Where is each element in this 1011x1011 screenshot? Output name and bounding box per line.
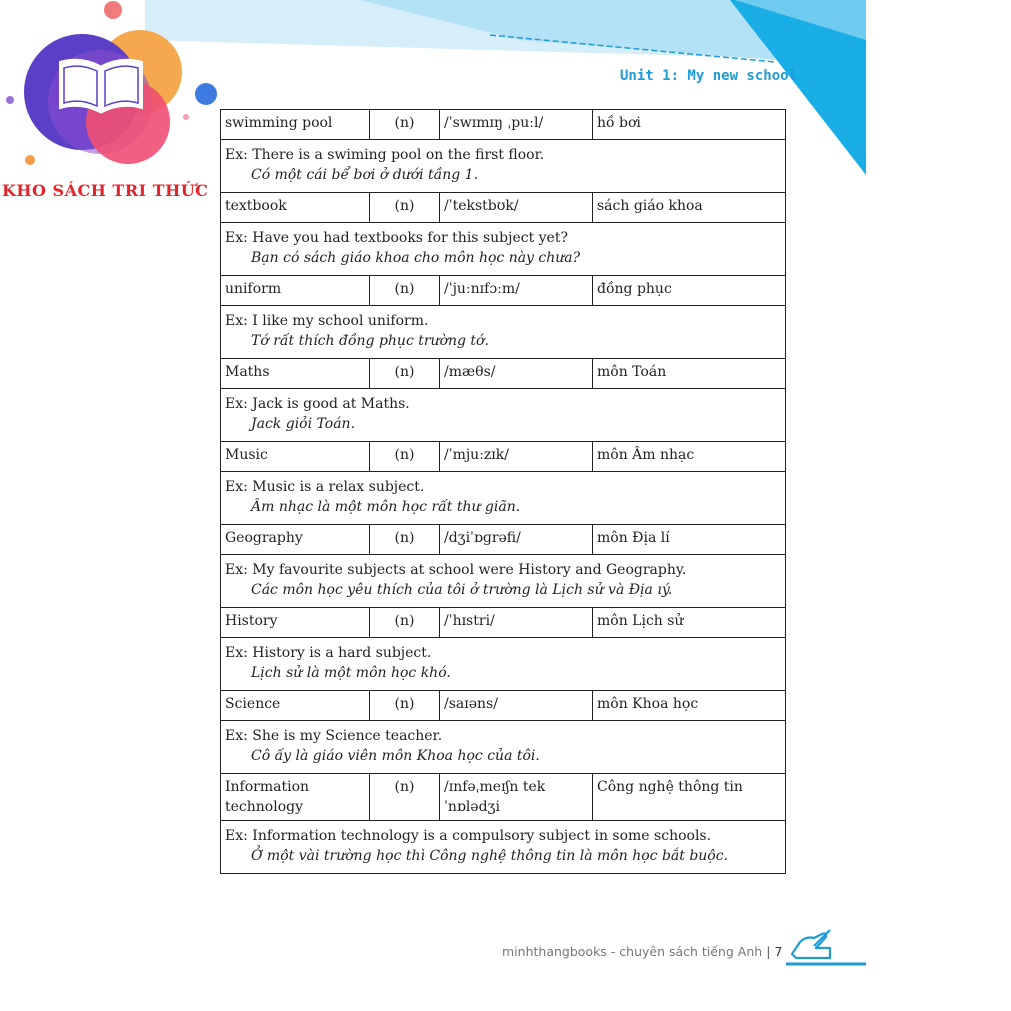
example-vietnamese: Các môn học yêu thích của tôi ở trường là Lịch sử và Địa ıý. xyxy=(251,582,673,598)
example-english: Ex: History is a hard subject. xyxy=(225,645,432,661)
vocab-word: History xyxy=(221,608,370,638)
vocab-word: textbook xyxy=(221,193,370,223)
logo-graphic xyxy=(0,0,225,180)
vocab-word: Music xyxy=(221,442,370,472)
part-of-speech: (n) xyxy=(370,608,440,638)
meaning: môn Địa lí xyxy=(593,525,786,555)
meaning: Công nghệ thông tin xyxy=(593,774,786,821)
table-row xyxy=(221,525,786,555)
logo xyxy=(0,0,225,205)
page-number: 7 xyxy=(774,944,783,959)
meaning: môn Toán xyxy=(593,359,786,389)
meaning: hồ bơi xyxy=(593,110,786,140)
example-english: Ex: There is a swiming pool on the first floor. xyxy=(225,147,545,163)
vocab-word: swimming pool xyxy=(221,110,370,140)
logo-text: KHO SÁCH TRI THỨC xyxy=(2,181,209,200)
example-row xyxy=(221,223,786,276)
example-vietnamese: Jack giỏi Toán. xyxy=(251,416,356,432)
table-row xyxy=(221,691,786,721)
table-row xyxy=(221,276,786,306)
page-footer xyxy=(502,944,782,959)
example-english: Ex: Jack is good at Maths. xyxy=(225,396,410,412)
footer-separator: | xyxy=(766,944,771,959)
meaning: sách giáo khoa xyxy=(593,193,786,223)
pronunciation: /ˈtekstbʊk/ xyxy=(440,193,593,223)
meaning: đồng phục xyxy=(593,276,786,306)
vocab-word: Maths xyxy=(221,359,370,389)
example-cell xyxy=(221,638,786,691)
meaning: môn Lịch sử xyxy=(593,608,786,638)
vocab-word: uniform xyxy=(221,276,370,306)
pronunciation: /ˈhɪstri/ xyxy=(440,608,593,638)
pronunciation: /ɪnfəˌmeɪʃn tekˈnɒlədʒi xyxy=(440,774,593,821)
example-cell xyxy=(221,223,786,276)
example-english: Ex: My favourite subjects at school were History and Geography. xyxy=(225,562,687,578)
example-vietnamese: Có một cái bể bơi ở dưới tầng 1. xyxy=(251,167,479,183)
pronunciation: /saɪəns/ xyxy=(440,691,593,721)
vocab-word: Science xyxy=(221,691,370,721)
example-english: Ex: Information technology is a compulsory subject in some schools. xyxy=(225,828,712,844)
example-row xyxy=(221,389,786,442)
example-english: Ex: Music is a relax subject. xyxy=(225,479,425,495)
table-row xyxy=(221,110,786,140)
pronunciation: /dʒiˈɒɡrəfi/ xyxy=(440,525,593,555)
example-row xyxy=(221,555,786,608)
meaning: môn Âm nhạc xyxy=(593,442,786,472)
example-vietnamese: Bạn có sách giáo khoa cho môn học này chưa? xyxy=(251,250,581,266)
example-cell xyxy=(221,555,786,608)
example-row xyxy=(221,140,786,193)
example-cell xyxy=(221,140,786,193)
example-cell xyxy=(221,821,786,874)
part-of-speech: (n) xyxy=(370,691,440,721)
writing-hand-icon xyxy=(786,928,866,968)
example-row xyxy=(221,472,786,525)
pronunciation: /ˈswɪmɪŋ ˌpuːl/ xyxy=(440,110,593,140)
example-english: Ex: I like my school uniform. xyxy=(225,313,429,329)
example-vietnamese: Âm nhạc là một môn học rất thư giãn. xyxy=(251,499,521,515)
pronunciation: /mæθs/ xyxy=(440,359,593,389)
table-row xyxy=(221,608,786,638)
part-of-speech: (n) xyxy=(370,442,440,472)
vocabulary-table xyxy=(220,109,786,874)
example-cell xyxy=(221,389,786,442)
pronunciation: /ˈjuːnɪfɔːm/ xyxy=(440,276,593,306)
publisher-text: minhthangbooks - chuyên sách tiếng Anh xyxy=(502,944,763,959)
part-of-speech: (n) xyxy=(370,359,440,389)
example-row xyxy=(221,638,786,691)
example-cell xyxy=(221,721,786,774)
example-vietnamese: Cô ấy là giáo viên môn Khoa học của tôi. xyxy=(251,748,540,764)
example-row xyxy=(221,306,786,359)
unit-title: Unit 1: My new school xyxy=(620,68,798,84)
table-row xyxy=(221,442,786,472)
vocab-word: Information technology xyxy=(221,774,370,821)
example-english: Ex: She is my Science teacher. xyxy=(225,728,443,744)
vocab-word: Geography xyxy=(221,525,370,555)
open-book-icon xyxy=(60,60,142,112)
example-cell xyxy=(221,472,786,525)
table-row xyxy=(221,774,786,821)
example-vietnamese: Tớ rất thích đồng phục trường tớ. xyxy=(251,333,489,349)
part-of-speech: (n) xyxy=(370,525,440,555)
example-vietnamese: Ở một vài trường học thì Công nghệ thông tin là môn học bắt buộc. xyxy=(251,848,729,864)
part-of-speech: (n) xyxy=(370,110,440,140)
example-english: Ex: Have you had textbooks for this subject yet? xyxy=(225,230,568,246)
example-row xyxy=(221,821,786,874)
example-cell xyxy=(221,306,786,359)
part-of-speech: (n) xyxy=(370,774,440,821)
table-row xyxy=(221,359,786,389)
table-row xyxy=(221,193,786,223)
part-of-speech: (n) xyxy=(370,193,440,223)
pronunciation: /ˈmjuːzɪk/ xyxy=(440,442,593,472)
example-row xyxy=(221,721,786,774)
part-of-speech: (n) xyxy=(370,276,440,306)
meaning: môn Khoa học xyxy=(593,691,786,721)
example-vietnamese: Lịch sử là một môn học khó. xyxy=(251,665,451,681)
